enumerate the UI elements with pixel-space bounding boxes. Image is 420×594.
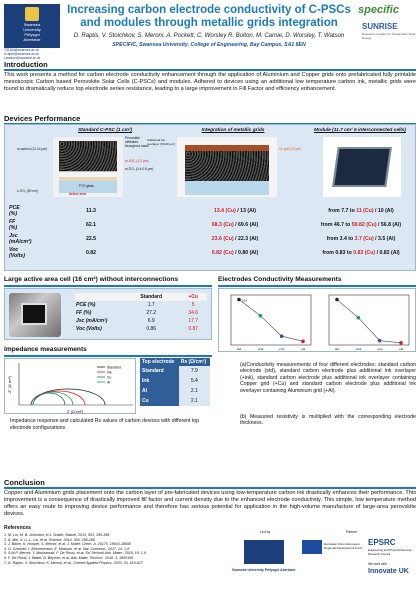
swansea-sponsor-logo <box>244 540 284 564</box>
axes-frame <box>329 295 409 345</box>
metallic-grid-diagram <box>177 137 277 197</box>
module-cu-value: 3.7 (Cu) <box>354 235 374 242</box>
large-area-panel <box>4 288 212 340</box>
perovskite-label: Perovskite infiltrated throughout stack <box>125 136 149 148</box>
legend-label: Standard <box>107 365 121 370</box>
references-list <box>4 533 224 565</box>
eu-flag-icon <box>302 540 322 554</box>
conductivity-text: (a)Conductivity measurements of four different electrodes: standard carbon electrode (std), standard carbon electrode plus additional ink overlayer (+ink), standard carbon electrode plus additional ink overlayer containing Copper grid (+Cu) and standard carbon electrode plus additional ink overlayer containing Aluminium grid (+Al). <box>240 362 416 394</box>
section-divider <box>218 285 416 287</box>
conductivity-svg <box>219 289 417 353</box>
row-label: PCE (%) <box>76 302 96 308</box>
additional-ink-label: Additional ink overlayer (50-60 μm) <box>147 138 175 146</box>
cell-image <box>21 303 47 325</box>
header-cell: Top electrode <box>142 359 175 365</box>
swansea-university-logo <box>4 4 60 48</box>
carbon-label: m-carbon (12-14 μm) <box>17 147 48 151</box>
row-label: Cu <box>140 396 179 406</box>
module-cu-value: 11 (Cu) <box>356 207 374 214</box>
email: t.watson@swansea.ac.uk <box>4 56 41 60</box>
series-line <box>337 300 401 343</box>
impedance-caption: Impedance response and calculated Rs values of carbon devices with different top electrode configurations <box>10 418 200 431</box>
swansea-sponsor-text: Swansea University Prifysgol Abertawe <box>232 568 296 572</box>
reference-item: 4. G. Grancini, I. Zimmermann, E. Mosconi, et al, Nat. Commun., 2017, 14, 1-8 <box>4 546 130 551</box>
standard-value: 62.1 <box>85 221 97 228</box>
innovate-pre: We work with <box>368 562 387 566</box>
reference-item: 5. S.M.P. Meroni, Y. Mouhamad, F. De Rossi, et al, Sci.Technol.Adv. Mater., 2018, 19, 1-9 <box>4 551 146 556</box>
standard-value: 27.2 <box>146 310 157 316</box>
row-label: Standard <box>140 366 179 376</box>
email: d.raptis@swansea.ac.uk <box>4 52 39 56</box>
standard-value: 0.82 <box>85 249 97 256</box>
metallic-grid-title: Integration of metallic grids <box>201 128 265 133</box>
tick-label: +Al <box>300 347 306 351</box>
performance-table <box>5 205 417 271</box>
x-axis-label: Z' (Ω cm²) <box>67 410 83 414</box>
standard-value: 22.5 <box>85 235 97 242</box>
module-photo <box>323 137 401 197</box>
module-from: from 3.4 to <box>326 235 355 242</box>
table-header-row <box>140 358 210 366</box>
tick-label: +Al <box>398 347 404 351</box>
grid-al-value: / 22.3 (Al) <box>233 235 259 242</box>
header-cell: Standard <box>140 294 163 300</box>
data-point <box>301 340 305 344</box>
header-cell: +Cu <box>188 294 198 300</box>
table-row <box>75 325 207 333</box>
tick-label: std <box>236 347 242 351</box>
row-label: Ink <box>140 376 179 386</box>
impedance-series-al <box>33 392 73 405</box>
authors: D. Raptis, V. Stoichkov, S. Meroni, A. Pockett, C. Worsley R. Bolton, M. Carnie, D. Worsley, T. Watson <box>73 33 345 39</box>
legend-label: Cu <box>107 375 112 380</box>
impedance-plot <box>4 358 136 414</box>
rs-value: 7.9 <box>190 368 198 374</box>
grid-al-value: / 69.6 (Al) <box>233 221 259 228</box>
module-cell-image <box>332 147 392 187</box>
module-from: from 7.7 to <box>328 207 357 214</box>
tick-label: +Cu <box>376 347 383 351</box>
data-point <box>378 339 382 343</box>
sponsor-strip <box>228 530 416 590</box>
module-cu-value: 59.82 (Cu) <box>351 221 377 228</box>
poster-header <box>0 0 420 62</box>
data-point <box>280 334 284 338</box>
table-row <box>75 309 207 317</box>
epsrc-logo: EPSRC <box>368 538 396 547</box>
section-divider <box>4 69 416 71</box>
data-point <box>399 341 403 345</box>
sunrise-subtitle: Research program for Sustainable Solar Energy <box>362 32 416 40</box>
impedance-series-cu <box>33 393 65 405</box>
rs-table <box>140 358 210 406</box>
large-area-table <box>75 293 207 333</box>
header-cell: Rs (Ω/cm²) <box>180 359 207 365</box>
cu-value: 17.7 <box>188 318 199 324</box>
large-area-heading: Large active area cell (16 cm²) without interconnections <box>4 276 179 283</box>
row-label: Jsc (mA/cm²) <box>9 232 32 245</box>
table-row <box>140 376 210 386</box>
devices-performance-panel <box>4 124 416 271</box>
glass-substrate <box>185 181 269 195</box>
grid-cu-value: 68.3 (Cu) <box>211 221 234 228</box>
carbon-layer <box>59 141 117 171</box>
conclusion-text: Copper and Aluminium grids placement onto the carbon layer of pre-fabricated devices using low-temperature carbon ink drastically enhances their performance. This improvement is a consequence of drastically improved fill factor and current density due to the enhanced electrode conductivity. This simple, low temperature method offers an easy route to improving device performance and therefore has serious potential for application in the high-volume manufacture of large-area perovskite devices. <box>4 490 416 517</box>
sunrise-logo: SUNRISE <box>362 22 398 31</box>
module-title: Module (11.7 cm² 6 interconnected cells) <box>314 128 406 133</box>
standard-cell-title: Standard C-PSC (1 cm²) <box>77 128 133 133</box>
cu-grid-label: Cu grid (23 μm) <box>279 147 302 151</box>
standard-value: 1.7 <box>147 302 155 308</box>
zro2-label: m-ZrO₂ (1-2 μm) <box>125 159 149 163</box>
grid-al-value: / 13 (Al) <box>235 207 257 214</box>
rs-value: 2.1 <box>190 398 198 404</box>
impedance-heading: Impedance measurements <box>4 346 87 353</box>
data-point <box>335 298 339 302</box>
introduction-text: This work presents a method for carbon electrode conductivity enhancement through the application of Aluminium and Copper grids onto prefabricated fully printable mesoscopic Carbon based Perovskite Solar Cells (C-PSCs) and modules. Adhered to devices using an additional low temperature carbon ink, metallic grids were found to dramatically reduce top electrode series resistance, leading to a large improvement in Fill Factor and efficiency enhancement. <box>4 72 416 92</box>
row-label: Voc (Volts) <box>9 246 25 259</box>
logo-line: Abertawe <box>23 37 41 42</box>
impedance-svg <box>5 359 137 415</box>
table-row <box>75 301 207 309</box>
section-divider <box>4 355 212 357</box>
legend-label: Al <box>107 380 111 385</box>
specific-logo: specific <box>358 4 399 16</box>
table-header-row <box>75 293 207 301</box>
partner-label: Partner <box>346 530 358 534</box>
logo-line: University <box>23 27 41 32</box>
row-label: Al <box>140 386 179 396</box>
tick-label: +Ink <box>355 347 362 351</box>
row-label: Voc (Volts) <box>76 326 102 332</box>
reference-item: 7. D. Raptis, V. Stoichkov, S. Meroni, et al., Current Applied Physics, 2020, 20, 619-627 <box>4 560 143 565</box>
module-al-value: / 3.5 (Al) <box>373 235 396 242</box>
module-from: from 0.83 to <box>322 249 354 256</box>
ink-overlayer <box>185 151 269 181</box>
table-row <box>140 366 210 376</box>
section-divider <box>4 285 212 287</box>
row-label: FF (%) <box>76 310 92 316</box>
conclusion-heading: Conclusion <box>4 478 45 487</box>
tio2-label: m-TiO₂ (0.4-0.8 μm) <box>125 167 154 171</box>
series-line <box>239 300 303 342</box>
fto-label: FTO glass <box>79 184 94 188</box>
standard-cell-diagram <box>53 137 123 197</box>
rs-value: 2.1 <box>190 388 198 394</box>
reference-item: 6. F. De Rossi, J. Baker, D. Beynon, et al, Adv. Mater. Technol., 2018, 3, 1800156 <box>4 555 134 560</box>
data-point <box>357 316 361 320</box>
tick-label: +Ink <box>257 347 264 351</box>
conductivity-charts <box>218 288 416 352</box>
section-divider <box>4 487 416 489</box>
logo-line: Swansea <box>23 22 41 27</box>
row-label: PCE (%) <box>9 204 20 217</box>
devices-heading: Devices Performance <box>4 114 81 123</box>
data-label: 313 <box>242 298 248 303</box>
reference-item: 1. M. Liu, M. B. Johnston, H.J. Snaith, Nature, 2013, 501, 395-398 <box>4 533 110 537</box>
eu-text: European Union European Regional Development Fund <box>324 542 363 550</box>
module-al-value: / 56.8 (Al) <box>376 221 402 228</box>
header-cell <box>75 293 123 301</box>
standard-value: 11.3 <box>86 207 96 214</box>
grid-cu-value: 23.6 (Cu) <box>211 235 234 242</box>
standard-value: 6.9 <box>147 318 155 324</box>
module-from: from 46.7 to <box>320 221 352 228</box>
reference-item: 2. A. Mei, X. Li, L. Liu, et al, Science, 2014, 305, 295-298 <box>4 537 95 542</box>
row-label: Jsc (mA/cm²) <box>76 318 108 324</box>
epsrc-sub: Engineering and Physical Sciences Research Council <box>368 548 412 556</box>
module-al-value: / 10 (Al) <box>373 207 394 214</box>
reference-item: 3. J. Baker, K. Hooper, S. Meroni, et al, J. Mater. Chem. A, 20175, 18643-18650 <box>4 542 131 547</box>
row-label: FF (%) <box>9 218 18 231</box>
module-al-value: / 0.82 (Al) <box>375 249 400 256</box>
innovate-uk-logo: Innovate UK <box>368 568 409 575</box>
cu-value: 5 <box>191 302 195 308</box>
contact-emails <box>4 48 60 60</box>
impedance-series-standard <box>31 389 105 405</box>
table-row <box>140 386 210 396</box>
standard-value: 0.86 <box>146 326 157 332</box>
large-cell-photo <box>9 293 61 337</box>
references-heading: References <box>4 525 31 531</box>
cu-value: 0.87 <box>188 326 199 332</box>
y-axis-label: -Z'' (Ω cm²) <box>8 376 12 394</box>
impedance-series-ink <box>33 391 85 405</box>
introduction-heading: Introduction <box>4 60 48 69</box>
conductivity-text-b: (b) Measured resistivity is multiplied with the corresponding electrode thickness. <box>240 414 416 427</box>
table-row <box>140 396 210 406</box>
conductivity-heading: Electrodes Conductivity Measurements <box>218 276 342 283</box>
cu-value: 34.6 <box>188 310 199 316</box>
legend-label: Ink <box>107 370 112 375</box>
data-point <box>237 298 241 302</box>
crest-icon <box>25 7 39 21</box>
data-point <box>259 314 263 318</box>
rs-value: 5.4 <box>190 378 198 384</box>
ctio2-label: c-TiO₂ (50 nm) <box>17 189 38 193</box>
active-area-label: Active area <box>69 192 87 196</box>
table-row <box>75 317 207 325</box>
tick-label: std <box>334 347 340 351</box>
module-cu-value: 0.83 (Cu) <box>353 249 376 256</box>
logo-line: Prifysgol <box>24 32 40 37</box>
affiliation: SPECIFIC, Swansea University, College of Engineering, Bay Campus, SA1 8EN <box>112 42 306 48</box>
poster-title: Increasing carbon electrode conductivity of C-PSCs and modules through metallic grids integration <box>67 4 351 29</box>
grid-cu-value: 0.82 (Cu) <box>211 249 234 256</box>
grid-cu-value: 13.4 (Cu) <box>213 207 236 214</box>
led-by-label: Led by <box>260 530 271 534</box>
grid-al-value: / 0.80 (Al) <box>233 249 259 256</box>
tick-label: +Cu <box>278 347 285 351</box>
email: 732484@swansea.ac.uk <box>4 48 39 52</box>
